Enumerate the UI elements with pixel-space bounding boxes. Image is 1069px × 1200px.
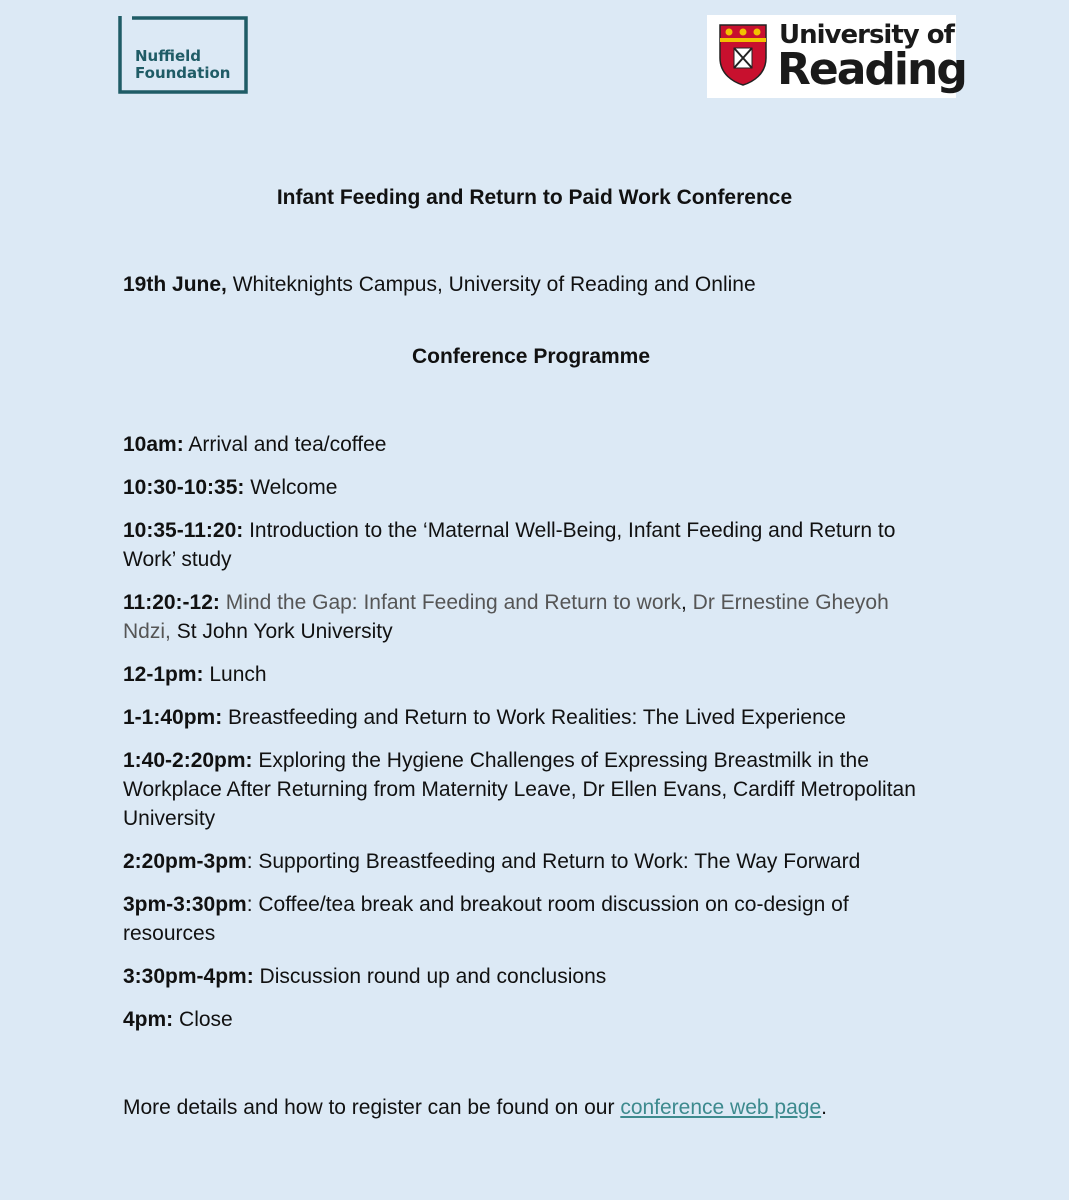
- conference-title: Infant Feeding and Return to Paid Work Conference: [276, 186, 793, 209]
- agenda-item: [123, 430, 933, 459]
- agenda-desc: Lunch: [203, 663, 267, 686]
- agenda-time: 3:30pm-4pm:: [123, 965, 254, 988]
- agenda-time: 4pm:: [123, 1008, 174, 1031]
- agenda-desc: Breastfeeding and Return to Work Realities: The Lived Experience: [222, 706, 846, 729]
- agenda-desc: Close: [173, 1008, 233, 1031]
- agenda-desc: Discussion round up and conclusions: [253, 965, 607, 988]
- programme-title: Conference Programme: [411, 345, 651, 368]
- agenda-desc: Welcome: [244, 476, 338, 499]
- agenda-speaker: Dr Ernestine Gheyoh Ndzi,: [123, 591, 889, 643]
- agenda-time: 2:20pm-3pm: [123, 850, 247, 873]
- agenda-item: [123, 746, 933, 833]
- agenda-time: 10:30-10:35:: [123, 476, 245, 499]
- agenda-item: [123, 847, 933, 876]
- agenda-time: 10am:: [123, 433, 184, 456]
- nuffield-logo-line1: Nuffield: [135, 47, 202, 65]
- agenda-desc: Mind the Gap: Infant Feeding and Return to work: [219, 591, 681, 614]
- agenda-list: [123, 430, 933, 1048]
- agenda-item: [123, 890, 933, 948]
- agenda-desc: : Supporting Breastfeeding and Return to Work: The Way Forward: [246, 850, 861, 873]
- agenda-desc: Arrival and tea/coffee: [183, 433, 387, 456]
- agenda-desc: Exploring the Hygiene Challenges of Expressing Breastmilk in the Workplace After Returning from Maternity Leave, Dr Ellen Evans, Cardiff Metropolitan University: [123, 749, 916, 830]
- agenda-item: [123, 703, 933, 732]
- registration-end: .: [821, 1096, 827, 1119]
- agenda-time: 3pm-3:30pm: [123, 893, 247, 916]
- reading-logo-line1: University of: [779, 20, 954, 50]
- conference-location: Whiteknights Campus, University of Reading and Online: [226, 273, 756, 296]
- agenda-desc: : Coffee/tea break and breakout room discussion on co-design of resources: [123, 893, 849, 945]
- agenda-item: [123, 1005, 933, 1034]
- conference-date: 19th June,: [123, 273, 227, 296]
- agenda-separator: ,: [681, 591, 693, 614]
- agenda-item: [123, 588, 933, 646]
- agenda-desc: Introduction to the ‘Maternal Well-Being, Infant Feeding and Return to Work’ study: [123, 519, 896, 571]
- agenda-time: 10:35-11:20:: [123, 519, 244, 542]
- agenda-item: [123, 516, 933, 574]
- reading-logo-line2: Reading: [777, 44, 966, 95]
- agenda-item: [123, 473, 933, 502]
- agenda-item: [123, 962, 933, 991]
- registration-text: More details and how to register can be found on our: [123, 1096, 621, 1119]
- university-of-reading-logo: [707, 15, 966, 98]
- nuffield-logo-line2: Foundation: [135, 64, 231, 82]
- agenda-item: [123, 660, 933, 689]
- reading-shield-icon: [719, 24, 767, 86]
- date-location: [123, 273, 756, 297]
- agenda-time: 11:20:-12:: [123, 591, 220, 614]
- registration-note: [123, 1096, 827, 1120]
- agenda-affiliation: St John York University: [170, 620, 393, 643]
- agenda-time: 12-1pm:: [123, 663, 204, 686]
- conference-web-page-link[interactable]: conference web page: [620, 1096, 822, 1119]
- agenda-time: 1:40-2:20pm:: [123, 749, 253, 772]
- agenda-time: 1-1:40pm:: [123, 706, 223, 729]
- nuffield-foundation-logo: [118, 16, 248, 94]
